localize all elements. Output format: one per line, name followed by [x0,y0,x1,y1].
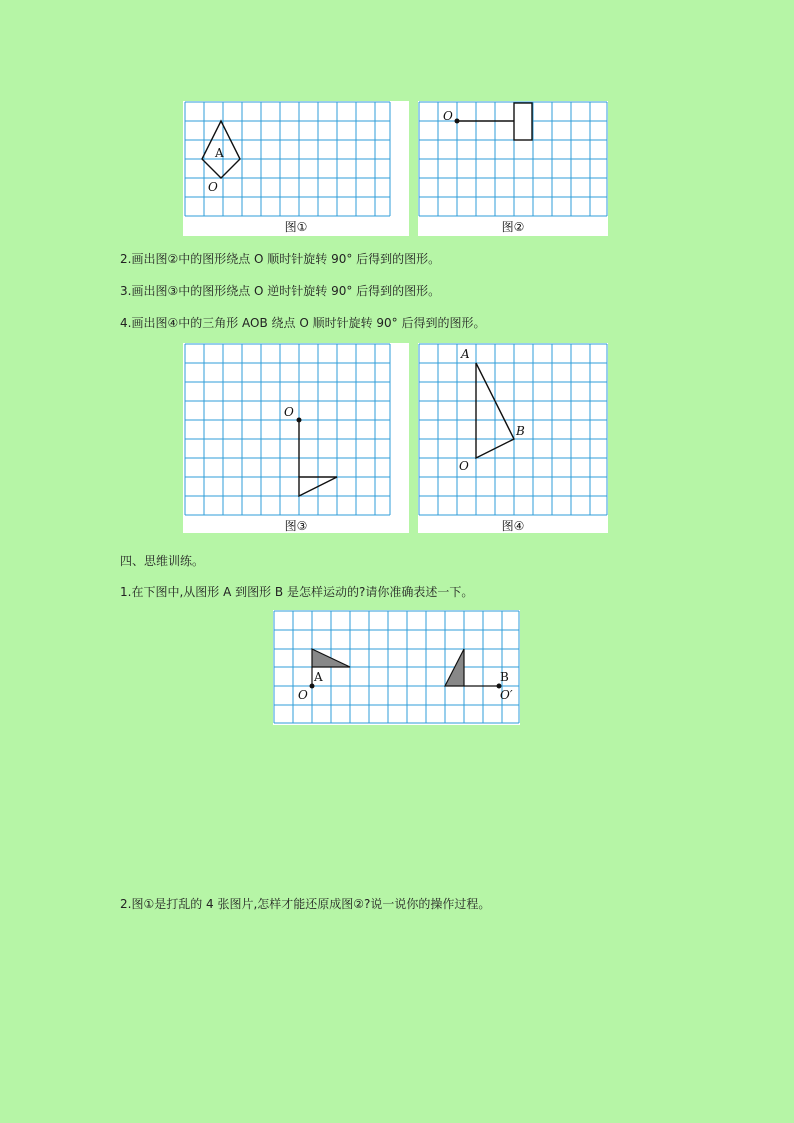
section-4-title: 四、思维训练。 [120,554,205,568]
figure-4-caption: 图④ [501,519,525,533]
label-a: A [461,347,470,361]
label-b: B [516,424,525,438]
label-b: B [500,670,509,684]
label-o: O [208,180,218,194]
grid-lines [185,344,390,515]
label-o: O [459,459,469,473]
point-o [310,684,315,689]
figure-4-grid [418,343,608,533]
figure-4 [418,343,608,533]
motion-figure [273,610,520,725]
point-o [297,418,302,423]
figure-3-caption: 图③ [284,519,308,533]
figure-1 [183,101,409,236]
label-o: O [284,405,294,419]
question-3: 3.画出图③中的图形绕点 O 逆时针旋转 90° 后得到的图形。 [120,284,441,298]
question-4: 4.画出图④中的三角形 AOB 绕点 O 顺时针旋转 90° 后得到的图形。 [120,316,486,330]
figure-2-caption: 图② [501,220,525,234]
point-o [455,119,460,124]
label-o-prime: O′ [500,688,513,702]
figure-1-grid [183,101,409,236]
grid-lines [419,344,607,515]
figure-1-caption: 图① [284,220,308,234]
figure-2 [418,101,608,236]
label-o: O [298,688,308,702]
label-a: A [314,670,323,684]
section-4-question-1: 1.在下图中,从图形 A 到图形 B 是怎样运动的?请你准确表述一下。 [120,585,474,599]
motion-figure-grid [273,610,520,725]
figure-3 [183,343,409,533]
figure-2-grid [418,101,608,236]
question-2: 2.画出图②中的图形绕点 O 顺时针旋转 90° 后得到的图形。 [120,252,441,266]
label-o: O [443,109,453,123]
grid-lines [274,611,519,723]
figure-3-grid [183,343,409,533]
label-a: A [215,146,224,160]
section-4-question-2: 2.图①是打乱的 4 张图片,怎样才能还原成图②?说一说你的操作过程。 [120,897,491,911]
rectangle-shape [514,103,532,140]
